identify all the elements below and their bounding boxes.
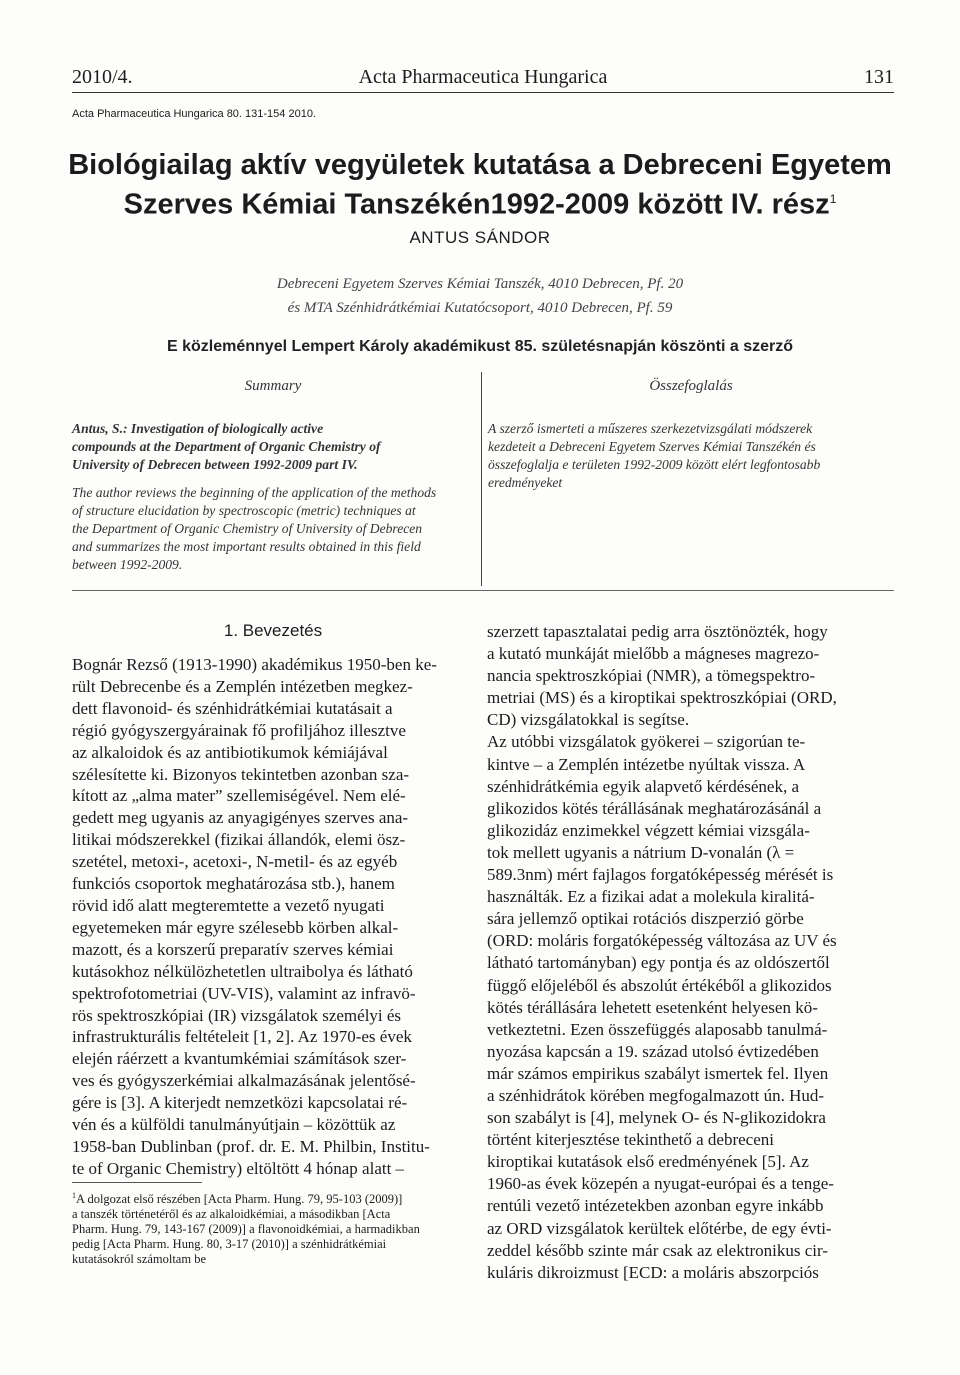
osszefoglalas-line: összefoglalja e területen 1992-2009 között elért legfontosabb <box>488 457 821 472</box>
affiliation-2: és MTA Szénhidrátkémiai Kutatócsoport, 4010 Debrecen, Pf. 59 <box>287 300 673 316</box>
footnote-line: $^1$A dolgozat első részében [Acta Pharm. Hung. 79, 95-103 (2009)] <box>72 1191 403 1207</box>
text-line: 1960-as évek közepén a nyugat-európai és a tenge- <box>487 1174 834 1194</box>
summary-ref-line: compounds at the Department of Organic Chemistry of <box>72 439 381 454</box>
text-line: ves és gyógyszerkémiai alkalmazásának jelentősé- <box>72 1071 416 1091</box>
text-line: tok mellett ugyanis a nátrium D-vonalán (λ = <box>487 842 795 862</box>
summary-heading: Summary <box>244 378 302 394</box>
text-line: kiroptikai kutatások első eredményének [5]. Az <box>487 1152 809 1172</box>
text-line: rös spektroszkópiai (IR) vizsgálatok személyi és <box>72 1005 402 1025</box>
title-line-1: Biológiailag aktív vegyületek kutatása a Debreceni Egyetem <box>68 149 892 181</box>
text-line: szélesítette ki. Bizonyos tekintetben azonban sza- <box>72 764 410 784</box>
text-line: a kutató munkáját mielőbb a mágneses magrezo- <box>487 644 820 664</box>
footnote-line: kutatásokról számoltam be <box>72 1252 206 1267</box>
affiliation-1: Debreceni Egyetem Szerves Kémiai Tanszék, 4010 Debrecen, Pf. 20 <box>276 276 684 292</box>
text-line: 1958-ban Dublinban (prof. dr. E. M. Philbin, Institu- <box>72 1136 430 1156</box>
text-line: kutásokhoz nélkülözhetetlen ultraibolya és látható <box>72 961 413 981</box>
text-line: infrastrukturális feltételeit [1, 2]. Az 1970-es évek <box>72 1027 412 1047</box>
summary-line: The author reviews the beginning of the application of the methods <box>72 485 437 500</box>
text-line: rült Debrecenbe és a Zemplén intézetben megkez- <box>72 676 413 696</box>
text-line: Az utóbbi vizsgálatok gyökerei – szigorúan te- <box>487 732 806 752</box>
text-line: kötés térállására lehetett esetenként helyesen kö- <box>487 997 818 1017</box>
text-line: látható tartományban) egy pontja és az oldószertől <box>487 953 830 973</box>
text-line: vén és a külföldi tanulmányútjain – közöttük az <box>72 1115 396 1135</box>
text-line: nyozása kapcsán a 19. század utolsó évtizedében <box>487 1041 819 1061</box>
footnote-mark: 1 <box>72 1191 76 1200</box>
text-line: rövid idő alatt megteremtette a vezető nyugati <box>72 895 385 915</box>
title-footnote-mark: 1 <box>829 192 837 206</box>
text-line: szetétel, metoxi-, acetoxi-, N-metil- és az egyéb <box>72 852 398 872</box>
osszefoglalas-heading: Összefoglalás <box>649 378 733 394</box>
text-line: régió gyógyszergyárainak fő profiljához illesztve <box>72 720 406 740</box>
text-line: kított az „alma mater” szellemiségével. Nem elé- <box>72 786 406 806</box>
text-line: litikai módszerekkel (fizikai állandók, elemi ösz- <box>72 830 406 850</box>
text-line: nancia spektroszkópiai (NMR), a tömegspektro- <box>487 666 816 686</box>
text-line: zeddel később szinte már csak az elektronikus cir- <box>487 1240 828 1260</box>
author: ANTUS SÁNDOR <box>409 228 551 247</box>
article-title <box>60 148 900 222</box>
summary-line: and summarizes the most important results obtained in this field <box>72 539 421 554</box>
section-heading: 1. Bevezetés <box>223 621 323 640</box>
text-line: kintve – a Zemplén intézetbe nyúltak vissza. A <box>487 754 806 774</box>
citation: Acta Pharmaceutica Hungarica 80. 131-154 2010. <box>72 108 316 120</box>
summary-reference <box>72 420 474 474</box>
text-line: történt kiterjesztése tekinthető a debreceni <box>487 1130 774 1150</box>
summary-ref-line: University of Debrecen between 1992-2009 part IV. <box>72 457 358 472</box>
text-line: (ORD: moláris forgatóképesség változása az UV és <box>487 931 837 951</box>
footnote-line: pedig [Acta Pharm. Hung. 80, 3-17 (2010)] a szénhidrátkémiai <box>72 1237 387 1252</box>
dedication: E közleménnyel Lempert Károly akadémikust 85. születésnapján köszönti a szerző <box>167 338 793 355</box>
text-line: sára jellemző optikai rotációs diszperzió görbe <box>487 909 804 929</box>
text-line: az ORD vizsgálatok kerültek előtérbe, de egy évti- <box>487 1218 832 1238</box>
footnote-rule <box>72 1182 202 1183</box>
text-line: szerzett tapasztalatai pedig arra ösztönözték, hogy <box>487 622 828 641</box>
journal-name: Acta Pharmaceutica Hungarica <box>358 66 608 88</box>
summary-ref-line: Antus, S.: Investigation of biologically active <box>72 421 324 436</box>
text-line: függő előjeléből és abszolút értékéből a glikozidos <box>487 975 832 995</box>
text-line: mazott, és a korszerű preparatív szerves kémiai <box>72 939 394 959</box>
text-line: kuláris dikroizmust [ECD: a moláris abszorpciós <box>487 1262 819 1282</box>
column-divider <box>481 372 482 586</box>
summary-line: between 1992-2009. <box>72 557 183 572</box>
text-line: egyetemeken már egyre szélesebb körben alkal- <box>72 917 399 937</box>
title-line-2: Szerves Kémiai Tanszékén1992-2009 között IV. rész$^1$ <box>123 188 837 221</box>
summary-line: the Department of Organic Chemistry of University of Debrecen <box>72 521 423 536</box>
osszefoglalas-line: eredményeket <box>488 475 563 490</box>
abstract-separator <box>72 590 894 591</box>
text-line: gére is [3]. A kiterjedt nemzetközi kapcsolatai ré- <box>72 1093 408 1113</box>
text-line: spektrofotometriai (UV-VIS), valamint az infravö- <box>72 983 416 1003</box>
text-line: funkciós csoportok meghatározása stb.), hanem <box>72 874 395 894</box>
text-line: szénhidrátkémia egyik alapvető kérdésének, a <box>487 776 800 796</box>
summary-line: of structure elucidation by spectroscopic (metric) techniques at <box>72 503 416 518</box>
text-line: 589.3nm) mért fajlagos forgatóképesség mérését is <box>487 865 834 885</box>
text-line: metriai (MS) és a kiroptikai spektroszkópiai (ORD, <box>487 688 837 708</box>
text-line: az alkaloidok és az antibiotikumok kémiájával <box>72 742 388 762</box>
footnote-line: Pharm. Hung. 79, 143-167 (2009)] a flavonoidkémiai, a harmadikban <box>72 1222 420 1237</box>
text-line: használták. Ez a fizikai adat a molekula kiralitá- <box>487 887 815 907</box>
page-number: 131 <box>864 66 894 88</box>
text-line: glikozidáz enzimekkel végzett kémiai vizsgála- <box>487 820 810 840</box>
osszefoglalas-line: kezdeteit a Debreceni Egyetem Szerves Kémiai Tanszékén és <box>488 439 816 454</box>
text-line: a szénhidrátok körében megfogalmazott ún. Hud- <box>487 1085 825 1105</box>
osszefoglalas-body <box>488 420 894 492</box>
running-head <box>72 66 894 93</box>
text-line: te of Organic Chemistry) eltöltött 4 hónap alatt – <box>72 1158 405 1178</box>
osszefoglalas-line: A szerző ismerteti a műszeres szerkezetvizsgálati módszerek <box>488 421 813 436</box>
issue-number: 2010/4. <box>72 66 133 88</box>
text-line: Bognár Rezső (1913-1990) akadémikus 1950-ben ke- <box>72 655 437 674</box>
text-line: glikozidos kötés térállásának meghatározásánál a <box>487 798 822 818</box>
footnote-line: a tanszék történetéről és az alkaloidkémiai, a másodikban [Acta <box>72 1207 391 1222</box>
text-line: már számos empirikus szabályt ismertek fel. Ilyen <box>487 1063 829 1083</box>
text-line: CD) vizsgálatokkal is segítse. <box>487 710 690 730</box>
text-line: rentúli vezető intézetekben azonban egyre inkább <box>487 1196 824 1216</box>
text-line: elején ráérzett a kvantumkémiai számítások szer- <box>72 1049 407 1069</box>
text-line: gedett meg ugyanis az anyagigényes szerves ana- <box>72 808 409 828</box>
summary-body <box>72 484 474 574</box>
text-line: dett flavonoid- és szénhidrátkémiai kutatásait a <box>72 698 393 718</box>
text-line: son szabályt is [4], melynek O- és N-glikozidokra <box>487 1108 826 1128</box>
text-line: vetkeztetni. Ezen összefüggés alaposabb tanulmá- <box>487 1019 828 1039</box>
left-column-text <box>72 654 472 1180</box>
right-column-text <box>487 621 894 1284</box>
footnote <box>72 1188 472 1267</box>
